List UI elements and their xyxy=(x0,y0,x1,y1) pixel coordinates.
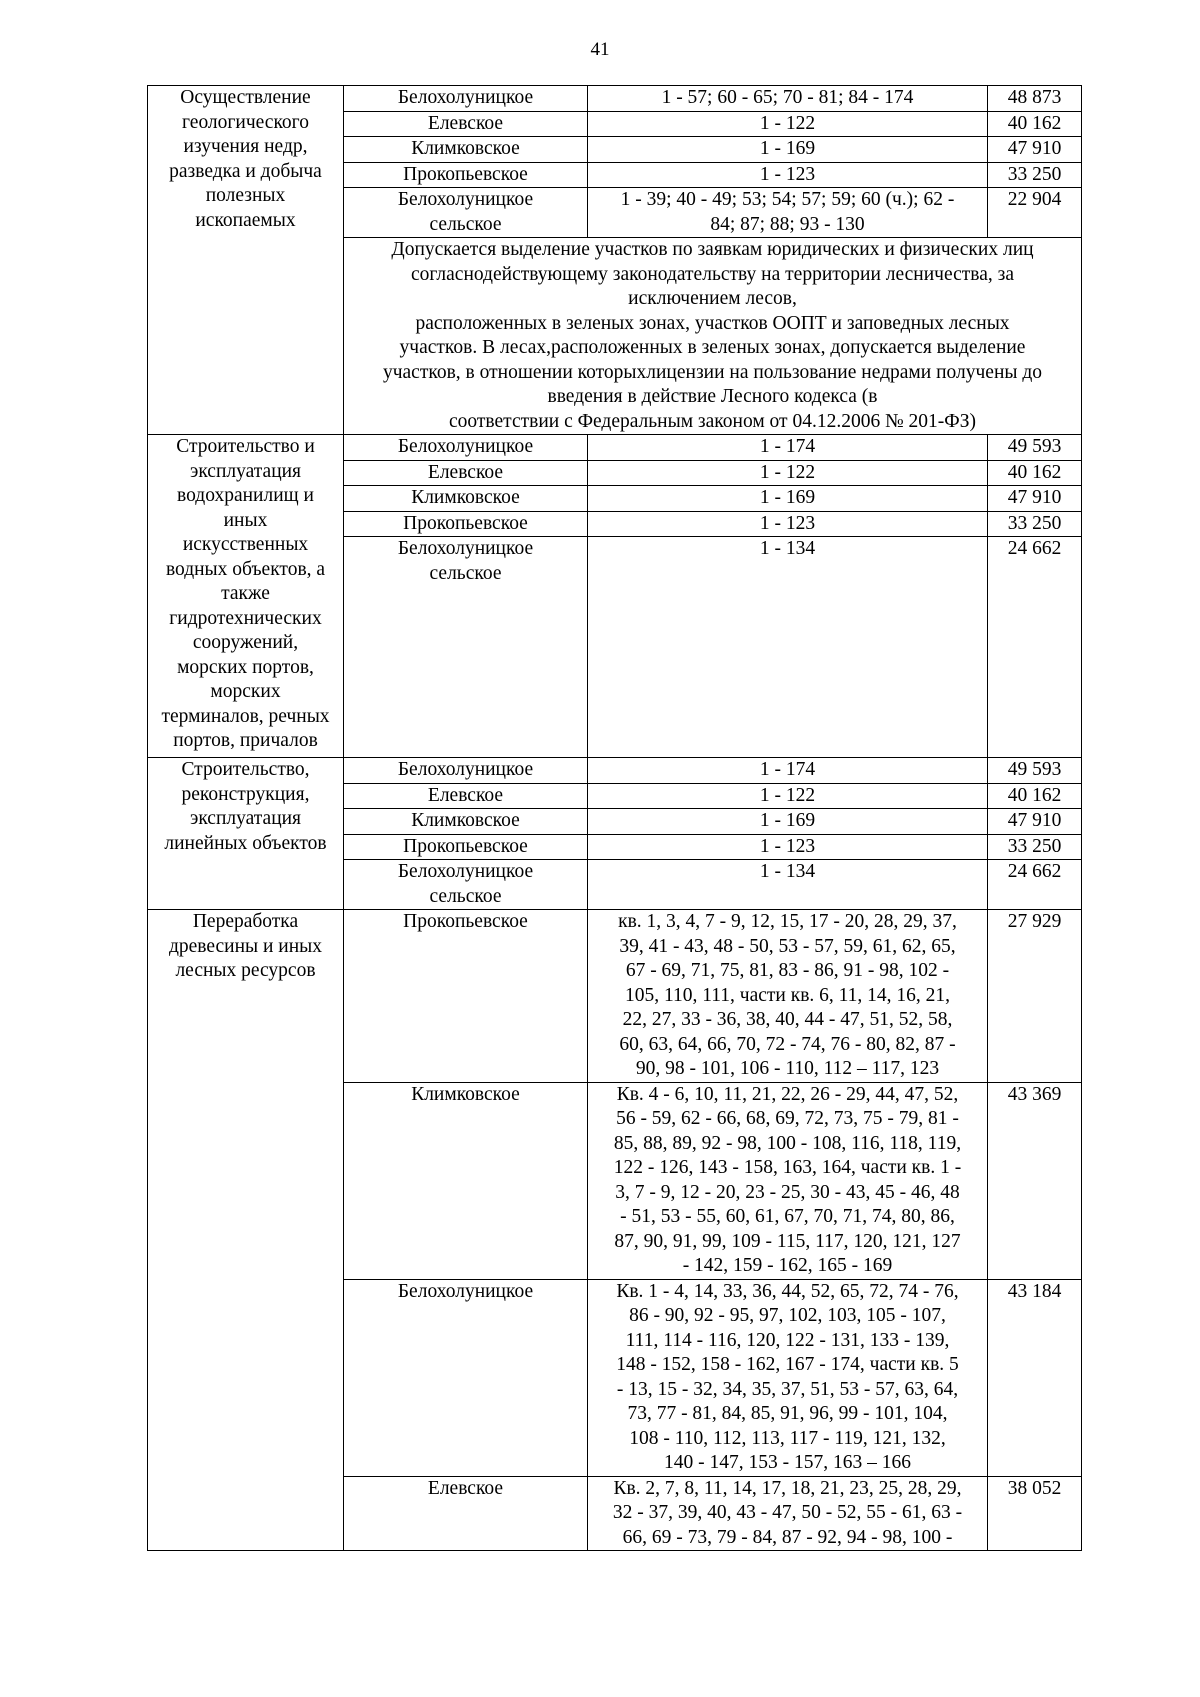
quarters-cell xyxy=(588,188,988,238)
forestry-cell xyxy=(344,834,588,860)
area-cell xyxy=(988,860,1082,910)
area-cell-line: 49 593 xyxy=(1007,436,1062,457)
area-cell xyxy=(988,910,1082,1083)
quarters-cell xyxy=(588,783,988,809)
quarters-cell-line: 1 - 134 xyxy=(759,861,816,882)
area-cell-line: 47 910 xyxy=(1007,810,1062,831)
quarters-cell-line: Кв. 1 - 4, 14, 33, 36, 44, 52, 65, 72, 74 - 76, xyxy=(616,1280,959,1302)
forestry-cell-line: Климковское xyxy=(411,1083,520,1105)
area-cell xyxy=(988,1476,1082,1551)
quarters-cell-line: 1 - 169 xyxy=(759,810,816,831)
quarters-cell-line: Кв. 4 - 6, 10, 11, 21, 22, 26 - 29, 44, 47, 52, xyxy=(616,1083,959,1105)
area-cell-line: 22 904 xyxy=(1007,189,1062,210)
forestry-cell xyxy=(344,809,588,835)
forestry-cell-line: сельское xyxy=(429,885,502,907)
quarters-cell xyxy=(588,86,988,112)
area-cell-line: 40 162 xyxy=(1007,784,1062,806)
forestry-cell-line: Прокопьевское xyxy=(403,163,528,185)
quarters-cell-line: 87, 90, 91, 99, 109 - 115, 117, 120, 121, 127 xyxy=(614,1230,961,1252)
quarters-cell-line: - 51, 53 - 55, 60, 61, 67, 70, 71, 74, 80, 86, xyxy=(620,1206,955,1227)
area-cell-line: 43 184 xyxy=(1007,1280,1062,1302)
quarters-cell-line: 66, 69 - 73, 79 - 84, 87 - 92, 94 - 98, 100 - xyxy=(622,1526,953,1548)
activity-cell-line: сооружений, xyxy=(192,632,299,653)
forestry-cell xyxy=(344,1476,588,1551)
forestry-cell-line: Елевское xyxy=(427,112,504,134)
forestry-cell-line: Белохолуницкое xyxy=(397,538,534,559)
area-cell xyxy=(988,1082,1082,1279)
activity-cell-line: разведка и добыча xyxy=(169,160,322,182)
quarters-cell-line: 1 - 122 xyxy=(759,112,816,134)
forestry-cell-line: сельское xyxy=(429,562,502,584)
activity-cell xyxy=(148,86,344,435)
activity-cell-line: Строительство и xyxy=(176,436,315,457)
quarters-cell xyxy=(588,1279,988,1476)
forestry-cell xyxy=(344,188,588,238)
area-cell xyxy=(988,758,1082,784)
quarters-cell-line: 108 - 110, 112, 113, 117 - 119, 121, 132, xyxy=(629,1427,946,1449)
area-cell xyxy=(988,188,1082,238)
quarters-cell xyxy=(588,1082,988,1279)
activity-cell-line: линейных объектов xyxy=(164,832,327,854)
forestry-cell xyxy=(344,537,588,758)
forestry-cell xyxy=(344,486,588,512)
forestry-cell xyxy=(344,860,588,910)
quarters-cell xyxy=(588,137,988,163)
activity-cell-line: Строительство, xyxy=(181,759,310,780)
area-cell xyxy=(988,809,1082,835)
forestry-cell-line: Елевское xyxy=(427,784,504,806)
note-cell-line: введения в действие Лесного кодекса (в xyxy=(547,386,878,407)
quarters-cell xyxy=(588,435,988,461)
quarters-cell-line: 22, 27, 33 - 36, 38, 40, 44 - 47, 51, 52, 58, xyxy=(622,1009,953,1030)
activity-cell-line: портов, причалов xyxy=(173,730,318,751)
forestry-cell xyxy=(344,910,588,1083)
quarters-cell xyxy=(588,910,988,1083)
quarters-cell-line: Кв. 2, 7, 8, 11, 14, 17, 18, 21, 23, 25, 28, 29, xyxy=(613,1477,962,1499)
forestry-cell-line: Прокопьевское xyxy=(403,835,528,857)
quarters-cell-line: - 13, 15 - 32, 34, 35, 37, 51, 53 - 57, 63, 64, xyxy=(616,1378,959,1400)
quarters-cell xyxy=(588,1476,988,1551)
activity-cell-line: водных объектов, а xyxy=(165,558,326,580)
quarters-cell-line: 1 - 169 xyxy=(759,487,816,508)
activity-cell-line: Переработка xyxy=(192,911,299,932)
area-cell-line: 33 250 xyxy=(1007,835,1062,857)
activity-cell-line: морских портов, xyxy=(177,656,314,678)
quarters-cell-line: 84; 87; 88; 93 - 130 xyxy=(710,213,865,235)
quarters-cell-line: 3, 7 - 9, 12 - 20, 23 - 25, 30 - 43, 45 - 46, 48 xyxy=(615,1181,960,1203)
activity-cell-line: Осуществление xyxy=(180,87,311,108)
area-cell-line: 24 662 xyxy=(1007,861,1062,882)
activity-cell-line: искусственных xyxy=(182,534,309,555)
activity-cell xyxy=(148,910,344,1551)
quarters-cell-line: 39, 41 - 43, 48 - 50, 53 - 57, 59, 61, 62, 65, xyxy=(619,935,956,957)
quarters-cell-line: 73, 77 - 81, 84, 85, 91, 96, 99 - 101, 104, xyxy=(627,1403,948,1424)
quarters-cell xyxy=(588,758,988,784)
forestry-cell-line: Елевское xyxy=(427,1477,504,1499)
area-cell xyxy=(988,537,1082,758)
forestry-cell xyxy=(344,137,588,163)
area-cell-line: 27 929 xyxy=(1007,911,1062,932)
table-row xyxy=(148,86,1082,112)
note-cell-line: расположенных в зеленых зонах, участков ООПТ и заповедных лесных xyxy=(415,312,1010,334)
forestry-cell xyxy=(344,511,588,537)
forestry-cell xyxy=(344,1082,588,1279)
forestry-cell-line: Белохолуницкое xyxy=(397,861,534,882)
forestry-cell xyxy=(344,460,588,486)
quarters-cell-line: 1 - 39; 40 - 49; 53; 54; 57; 59; 60 (ч.); 62 - xyxy=(620,189,955,210)
activity-cell-line: терминалов, речных xyxy=(161,705,330,727)
area-cell xyxy=(988,162,1082,188)
quarters-cell-line: кв. 1, 3, 4, 7 - 9, 12, 15, 17 - 20, 28, 29, 37, xyxy=(618,911,957,932)
area-cell-line: 48 873 xyxy=(1007,87,1062,108)
quarters-cell-line: 60, 63, 64, 66, 70, 72 - 74, 76 - 80, 82, 87 - xyxy=(619,1033,956,1055)
quarters-cell-line: 1 - 174 xyxy=(759,759,816,780)
forestry-cell-line: Белохолуницкое xyxy=(397,759,534,780)
quarters-cell-line: 148 - 152, 158 - 162, 167 - 174, части кв. 5 xyxy=(616,1354,959,1375)
table-row xyxy=(148,758,1082,784)
forestry-cell-line: Белохолуницкое xyxy=(397,189,534,210)
forestry-cell-line: Климковское xyxy=(411,138,520,159)
forestry-cell xyxy=(344,111,588,137)
quarters-cell-line: 1 - 123 xyxy=(759,163,816,185)
area-cell xyxy=(988,86,1082,112)
forestry-cell xyxy=(344,783,588,809)
activity-cell-line: эксплуатация xyxy=(189,460,302,482)
quarters-cell-line: 122 - 126, 143 - 158, 163, 164, части кв. 1 - xyxy=(613,1157,962,1178)
activity-cell-line: эксплуатация xyxy=(189,808,302,829)
area-cell xyxy=(988,460,1082,486)
quarters-cell xyxy=(588,111,988,137)
forestry-cell-line: Елевское xyxy=(427,461,504,483)
quarters-cell xyxy=(588,834,988,860)
quarters-cell xyxy=(588,460,988,486)
quarters-cell-line: 140 - 147, 153 - 157, 163 – 166 xyxy=(664,1452,911,1473)
quarters-cell xyxy=(588,809,988,835)
quarters-cell-line: 1 - 169 xyxy=(759,138,816,159)
forestry-cell xyxy=(344,162,588,188)
area-cell xyxy=(988,137,1082,163)
quarters-cell-line: 105, 110, 111, части кв. 6, 11, 14, 16, 21, xyxy=(624,984,951,1006)
activity-cell-line: лесных ресурсов xyxy=(175,960,316,981)
activity-cell-line: геологического xyxy=(182,111,309,133)
area-cell-line: 47 910 xyxy=(1007,487,1062,508)
activity-cell xyxy=(148,435,344,758)
activity-cell-line: морских xyxy=(210,681,281,702)
area-cell xyxy=(988,486,1082,512)
quarters-cell-line: 111, 114 - 116, 120, 122 - 131, 133 - 139, xyxy=(625,1329,950,1351)
activity-cell-line: гидротехнических xyxy=(169,607,322,629)
quarters-cell xyxy=(588,537,988,758)
forestry-cell-line: сельское xyxy=(429,213,502,235)
quarters-cell-line: 86 - 90, 92 - 95, 97, 102, 103, 105 - 107, xyxy=(629,1305,946,1326)
forestry-cell xyxy=(344,86,588,112)
quarters-cell-line: 32 - 37, 39, 40, 43 - 47, 50 - 52, 55 - 61, 63 - xyxy=(612,1502,963,1523)
activity-cell-line: реконструкция, xyxy=(181,783,310,805)
quarters-cell-line: 1 - 174 xyxy=(759,436,816,457)
note-cell-line: соответствии с Федеральным законом от 04.12.2006 № 201-ФЗ) xyxy=(449,410,976,432)
note-cell-line: участков. В лесах,расположенных в зеленых зонах, допускается выделение xyxy=(399,337,1026,358)
area-cell-line: 33 250 xyxy=(1007,512,1062,534)
forest-use-table xyxy=(147,85,1082,1551)
quarters-cell-line: 67 - 69, 71, 75, 81, 83 - 86, 91 - 98, 102 - xyxy=(625,960,950,981)
forestry-cell-line: Белохолуницкое xyxy=(397,87,534,108)
area-cell-line: 49 593 xyxy=(1007,759,1062,780)
area-cell xyxy=(988,1279,1082,1476)
forestry-cell-line: Климковское xyxy=(411,810,520,831)
quarters-cell-line: 1 - 57; 60 - 65; 70 - 81; 84 - 174 xyxy=(661,87,914,108)
activity-cell-line: водохранилищ и xyxy=(177,485,314,506)
activity-cell-line: также xyxy=(221,583,270,604)
forestry-cell xyxy=(344,435,588,461)
note-cell-line: исключением лесов, xyxy=(628,288,797,309)
area-cell-line: 40 162 xyxy=(1007,461,1062,483)
quarters-cell-line: 1 - 134 xyxy=(759,538,816,559)
quarters-cell-line: 56 - 59, 62 - 66, 68, 69, 72, 73, 75 - 79, 81 - xyxy=(616,1108,959,1129)
activity-cell-line: древесины и иных xyxy=(168,935,323,957)
quarters-cell-line: 1 - 122 xyxy=(759,784,816,806)
forestry-cell-line: Прокопьевское xyxy=(403,911,528,932)
quarters-cell-line: - 142, 159 - 162, 165 - 169 xyxy=(682,1255,893,1276)
activity-cell-line: изучения недр, xyxy=(183,136,308,157)
table-row xyxy=(148,435,1082,461)
page-number: 41 xyxy=(590,39,610,60)
area-cell-line: 47 910 xyxy=(1007,138,1062,159)
quarters-cell xyxy=(588,486,988,512)
forestry-cell-line: Прокопьевское xyxy=(403,512,528,534)
area-cell-line: 40 162 xyxy=(1007,112,1062,134)
activity-cell xyxy=(148,758,344,910)
quarters-cell xyxy=(588,162,988,188)
quarters-cell-line: 85, 88, 89, 92 - 98, 100 - 108, 116, 118, 119, xyxy=(613,1132,962,1154)
activity-cell-line: полезных xyxy=(205,185,286,206)
area-cell xyxy=(988,511,1082,537)
area-cell-line: 24 662 xyxy=(1007,538,1062,559)
forestry-cell xyxy=(344,1279,588,1476)
forestry-cell-line: Климковское xyxy=(411,487,520,508)
area-cell xyxy=(988,435,1082,461)
quarters-cell xyxy=(588,511,988,537)
quarters-cell-line: 90, 98 - 101, 106 - 110, 112 – 117, 123 xyxy=(635,1058,940,1079)
area-cell-line: 43 369 xyxy=(1007,1083,1062,1105)
note-cell-line: Допускается выделение участков по заявкам юридических и физических лиц xyxy=(391,239,1034,260)
note-cell xyxy=(344,238,1082,435)
area-cell-line: 38 052 xyxy=(1007,1477,1062,1499)
quarters-cell xyxy=(588,860,988,910)
note-cell-line: согласнодействующему законодательству на территории лесничества, за xyxy=(410,263,1014,285)
forestry-cell xyxy=(344,758,588,784)
forestry-cell-line: Белохолуницкое xyxy=(397,436,534,457)
area-cell xyxy=(988,111,1082,137)
quarters-cell-line: 1 - 123 xyxy=(759,512,816,534)
forestry-cell-line: Белохолуницкое xyxy=(397,1280,534,1302)
activity-cell-line: ископаемых xyxy=(195,209,296,231)
quarters-cell-line: 1 - 123 xyxy=(759,835,816,857)
area-cell-line: 33 250 xyxy=(1007,163,1062,185)
activity-cell-line: иных xyxy=(223,509,268,531)
area-cell xyxy=(988,783,1082,809)
quarters-cell-line: 1 - 122 xyxy=(759,461,816,483)
note-cell-line: участков, в отношении которыхлицензии на пользование недрами получены до xyxy=(382,361,1043,383)
area-cell xyxy=(988,834,1082,860)
table-row xyxy=(148,910,1082,1083)
